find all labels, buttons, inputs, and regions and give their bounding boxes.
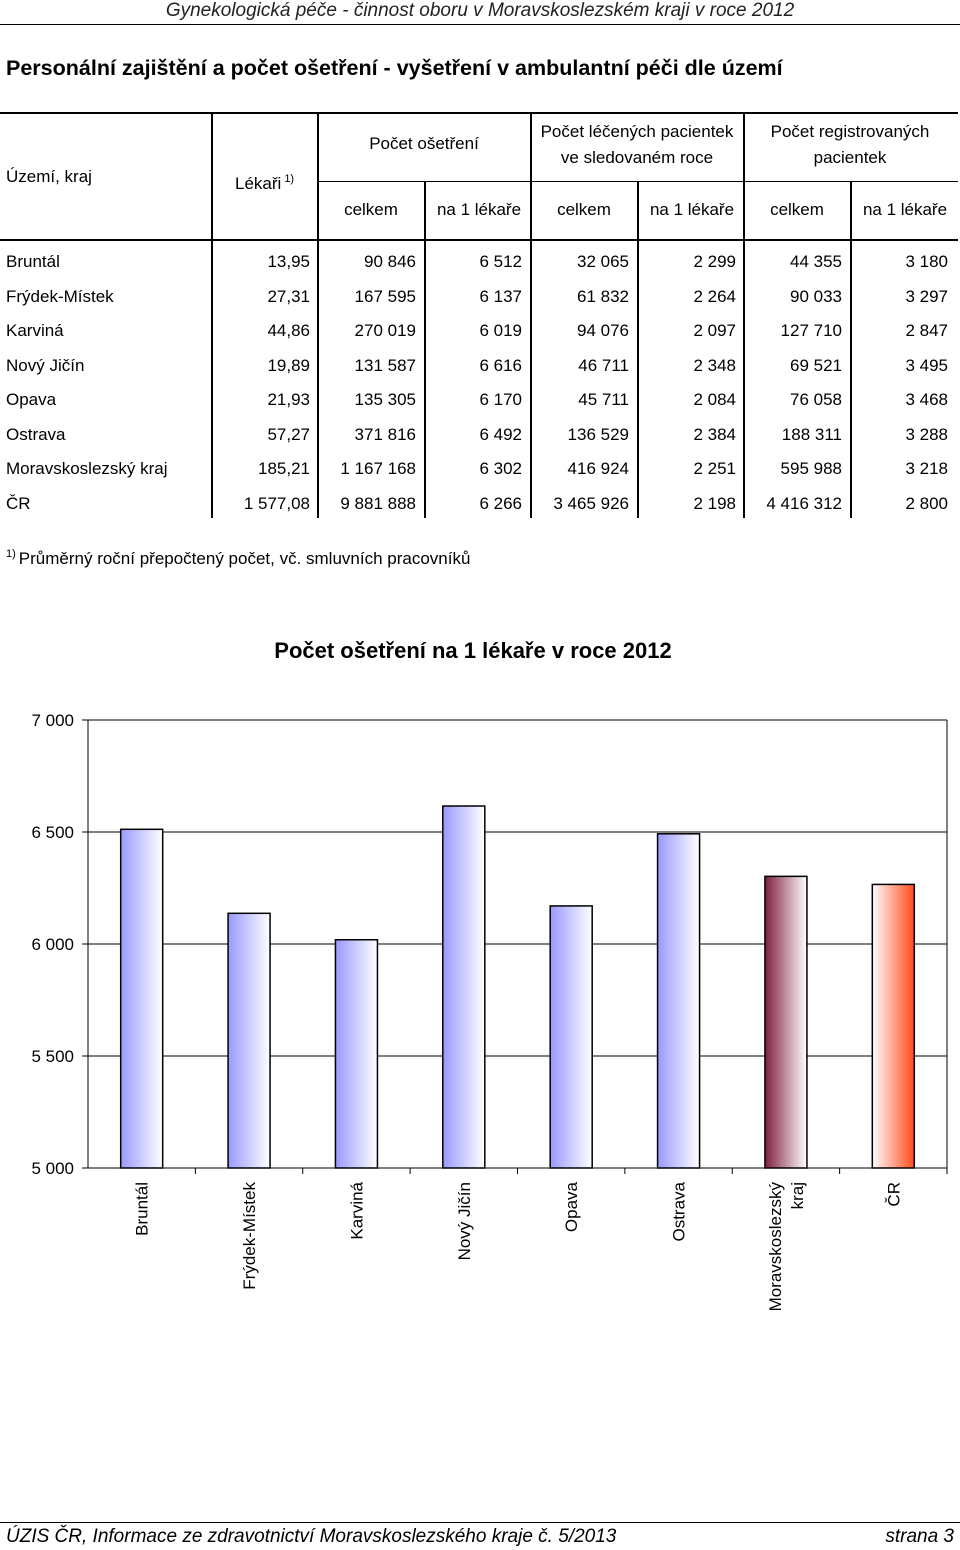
bar (872, 884, 914, 1168)
table-cell: 3 218 (905, 459, 948, 478)
table-cell: 61 832 (577, 286, 629, 306)
page-title: Personální zajištění a počet ošetření - vyšetření v ambulantní péči dle území (6, 56, 783, 80)
table-cell: 1 577,08 (243, 493, 310, 513)
x-tick-label-line: Opava (562, 1182, 582, 1233)
table-cell: 19,89 (267, 355, 310, 375)
table-cell: 131 587 (354, 355, 416, 375)
header-uzemi: Území, kraj (6, 167, 92, 186)
table-cell: 2 847 (905, 321, 948, 340)
x-tick-label (884, 1182, 903, 1207)
x-tick-label (562, 1181, 581, 1232)
table-cell: 46 711 (578, 355, 629, 375)
bar (121, 829, 163, 1168)
table-cell: 2 251 (693, 459, 736, 478)
y-tick-label: 5 500 (31, 1047, 74, 1066)
footnote-text: Průměrný roční přepočtený počet, vč. smluvních pracovníků (18, 549, 471, 568)
table-cell: 69 521 (790, 355, 842, 375)
x-tick-label-line: Nový Jičín (454, 1182, 474, 1261)
x-tick-label-line: kraj (787, 1182, 807, 1210)
table-header-border (0, 239, 958, 241)
table-cell: 6 492 (479, 424, 522, 444)
table-cell: 2 097 (693, 321, 736, 340)
table-cell: 188 311 (781, 424, 842, 444)
bar (765, 876, 807, 1168)
col-divider (317, 112, 319, 518)
x-tick-label-line: Frýdek-Místek (240, 1182, 260, 1290)
y-tick-label: 5 000 (31, 1159, 74, 1178)
table-cell: 32 065 (577, 252, 629, 271)
table-cell: 6 170 (479, 390, 522, 409)
subheader-na1: na 1 lékaře (862, 200, 948, 219)
y-tick-label: 6 000 (31, 935, 74, 954)
table-cell: 2 299 (693, 252, 736, 271)
row-label: Bruntál (6, 252, 60, 271)
header-lekari-footnote-mark: 1) (284, 173, 295, 185)
table-cell: 3 297 (905, 286, 948, 306)
header-group-leceni-line2: ve sledovaném roce (560, 148, 714, 167)
footer-divider (0, 1522, 960, 1523)
table-cell: 127 710 (780, 321, 842, 340)
table-cell: 44 355 (790, 252, 842, 271)
table-cell: 136 529 (567, 424, 629, 444)
bar (658, 834, 700, 1168)
x-tick-label-line: ČR (884, 1182, 904, 1207)
x-tick-label (133, 1182, 152, 1236)
table-cell: 2 198 (693, 493, 736, 513)
table-cell: 135 305 (354, 390, 416, 409)
table-cell: 3 288 (905, 424, 948, 444)
table-cell: 6 137 (479, 286, 522, 306)
table-cell: 270 019 (354, 321, 416, 340)
row-label: Moravskoslezský kraj (6, 459, 168, 478)
table-cell: 6 512 (479, 252, 522, 271)
bar (228, 913, 270, 1168)
table-cell: 13,95 (267, 252, 310, 271)
col-divider (211, 112, 213, 518)
bar-chart (0, 700, 960, 1340)
row-label: ČR (6, 493, 31, 513)
bar (443, 806, 485, 1168)
table-cell: 45 711 (578, 390, 629, 409)
x-tick-label (347, 1181, 366, 1239)
bar (550, 906, 592, 1168)
table-cell: 2 084 (693, 390, 736, 409)
subheader-celkem: celkem (770, 200, 824, 219)
footer-page-number: strana 3 (885, 1526, 954, 1547)
row-label: Opava (6, 390, 57, 409)
table-cell: 9 881 888 (340, 493, 416, 513)
table-cell: 167 595 (354, 286, 416, 306)
footer-source: ÚZIS ČR, Informace ze zdravotnictví Moravskoslezského kraje č. 5/2013 (6, 1526, 617, 1547)
table-cell: 44,86 (267, 321, 310, 340)
table-cell: 185,21 (258, 459, 310, 478)
header-lekari-label: Lékaři (235, 174, 282, 193)
row-label: Ostrava (6, 424, 66, 444)
table-cell: 6 302 (479, 459, 522, 478)
table-cell: 6 616 (479, 355, 522, 375)
x-tick-label-line: Moravskoslezský (765, 1182, 785, 1312)
x-tick-label-line: Ostrava (669, 1182, 689, 1242)
row-label: Nový Jičín (6, 355, 85, 375)
subheader-na1: na 1 lékaře (436, 200, 522, 219)
table-cell: 6 019 (479, 321, 522, 340)
footnote-mark: 1) (6, 548, 16, 560)
y-tick-label: 7 000 (31, 711, 74, 730)
table-cell: 6 266 (479, 493, 522, 513)
table-cell: 3 468 (905, 390, 948, 409)
header-group-leceni-line1: Počet léčených pacientek (540, 122, 734, 141)
col-divider (530, 112, 532, 518)
table-cell: 2 800 (905, 493, 948, 513)
table-cell: 1 167 168 (340, 459, 416, 478)
page-header: Gynekologická péče - činnost oboru v Moravskoslezském kraji v roce 2012 (165, 0, 795, 21)
table-cell: 416 924 (567, 459, 629, 478)
table-cell: 90 846 (364, 252, 416, 271)
table-cell: 94 076 (577, 321, 629, 340)
table-cell: 76 058 (790, 390, 842, 409)
table-cell: 3 465 926 (553, 493, 629, 513)
header-group-reg-line1: Počet registrovaných (770, 122, 930, 141)
table-cell: 371 816 (354, 424, 416, 444)
x-tick-label-line: Karviná (347, 1182, 367, 1240)
chart-title: Počet ošetření na 1 lékaře v roce 2012 (274, 638, 672, 663)
x-tick-label (455, 1182, 474, 1260)
table-cell: 2 264 (693, 286, 736, 306)
subheader-celkem: celkem (344, 200, 398, 219)
table-cell: 595 988 (780, 459, 842, 478)
table-cell: 57,27 (267, 424, 310, 444)
table-cell: 27,31 (267, 286, 310, 306)
header-divider (0, 24, 960, 25)
y-tick-label: 6 500 (31, 823, 74, 842)
table-cell: 21,93 (267, 390, 310, 409)
table-cell: 4 416 312 (766, 493, 842, 513)
x-tick-label-line: Bruntál (132, 1182, 152, 1236)
x-tick-label (240, 1182, 259, 1290)
table-cell: 3 495 (905, 355, 948, 375)
table-cell: 2 384 (693, 424, 736, 444)
subheader-na1: na 1 lékaře (649, 200, 735, 219)
header-group-reg-line2: pacientek (813, 148, 887, 167)
subheader-celkem: celkem (557, 200, 611, 219)
x-tick-label (670, 1181, 689, 1241)
bar (335, 940, 377, 1168)
header-group-osetreni: Počet ošetření (369, 134, 479, 153)
table-cell: 3 180 (905, 252, 948, 271)
row-label: Frýdek-Místek (6, 286, 114, 306)
x-tick-label (766, 1182, 807, 1312)
table-cell: 90 033 (790, 286, 842, 306)
header-lekari (235, 169, 294, 194)
row-label: Karviná (6, 321, 64, 340)
data-table (0, 112, 960, 518)
table-top-border (0, 112, 958, 114)
col-divider (743, 112, 745, 518)
table-cell: 2 348 (693, 355, 736, 375)
footnote (6, 548, 470, 569)
